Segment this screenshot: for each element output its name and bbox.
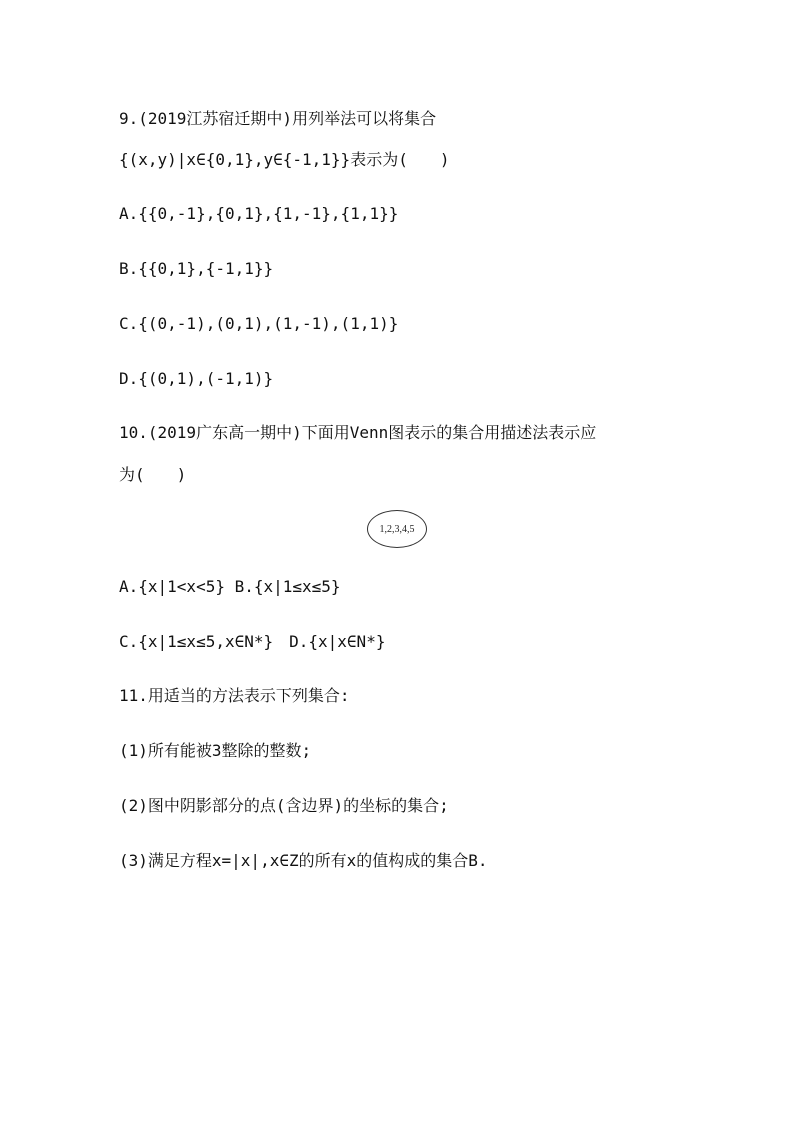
q9-option-d: D.{(0,1),(-1,1)}	[119, 369, 274, 388]
q10-options-line2: C.{x|1≤x≤5,x∈N*} D.{x|x∈N*}	[119, 632, 386, 651]
q11-part1: (1)所有能被3整除的整数;	[119, 741, 312, 760]
q11-stem: 11.用适当的方法表示下列集合:	[119, 686, 350, 705]
q9-option-c: C.{(0,-1),(0,1),(1,-1),(1,1)}	[119, 314, 399, 333]
q9-stem-line1: 9.(2019江苏宿迁期中)用列举法可以将集合	[119, 109, 437, 128]
venn-label: 1,2,3,4,5	[379, 523, 415, 535]
q10-stem-line1: 10.(2019广东高一期中)下面用Venn图表示的集合用描述法表示应	[119, 423, 597, 442]
q9-option-a: A.{{0,-1},{0,1},{1,-1},{1,1}}	[119, 204, 399, 223]
q9-option-b: B.{{0,1},{-1,1}}	[119, 259, 274, 278]
venn-diagram	[367, 510, 427, 548]
q9-stem-line2: {(x,y)|x∈{0,1},y∈{-1,1}}表示为( )	[119, 150, 450, 169]
q11-part3: (3)满足方程x=|x|,x∈Z的所有x的值构成的集合B.	[119, 851, 488, 870]
q11-part2: (2)图中阴影部分的点(含边界)的坐标的集合;	[119, 796, 449, 815]
q10-options-line1: A.{x|1<x<5} B.{x|1≤x≤5}	[119, 577, 341, 596]
q10-stem-line2: 为( )	[119, 465, 187, 484]
